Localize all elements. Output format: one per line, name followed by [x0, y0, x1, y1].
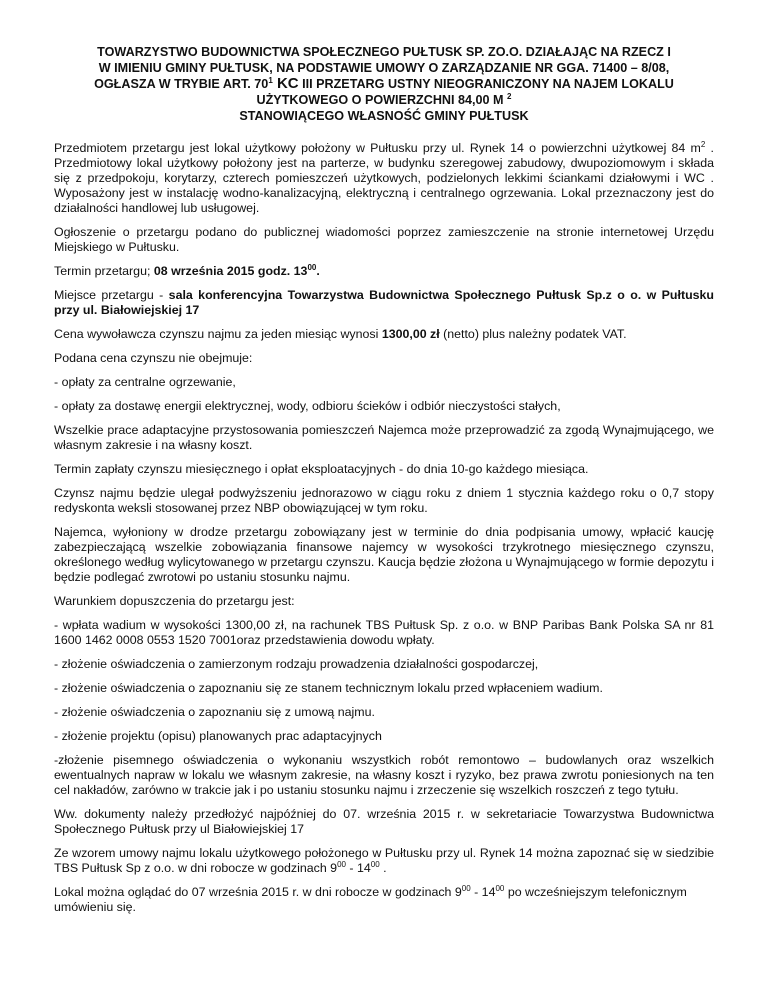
condition-item: - złożenie oświadczenia o zapoznaniu się z umową najmu. [54, 705, 375, 719]
auction-date: Termin przetargu; 08 września 2015 godz. $13^{00}$. [54, 263, 320, 278]
auction-location: Miejsce przetargu - sala konferencyjna Towarzystwa Budownictwa Społecznego Pułtusk Sp.z o o. w Pułtusku przy ul. Białowiejskiej 17 [54, 288, 714, 317]
condition-item: - złożenie projektu (opisu) planowanych prac adaptacyjnych [54, 729, 382, 743]
title-line-1: TOWARZYSTWO BUDOWNICTWA SPOŁECZNEGO PUŁTUSK SP. ZO.O. DZIAŁAJĄC NA RZECZ I [97, 45, 671, 59]
condition-item: - wpłata wadium w wysokości 1300,00 zł, na rachunek TBS Pułtusk Sp. z o.o. w BNP Paribas Bank Polska SA nr 81 1600 1462 0008 0553 1520 7001oraz przedstawienia dowodu wpłaty. [54, 618, 714, 647]
adaptation-works: Wszelkie prace adaptacyjne przystosowania pomieszczeń Najemca może przeprowadzić za zgodą Wynajmującego, we własnym zakresie i na własny koszt. [54, 423, 714, 452]
payment-deadline: Termin zapłaty czynszu miesięcznego i opłat eksploatacyjnych - do dnia 10-go każdego miesiąca. [54, 462, 589, 476]
title-line-3: OGŁASZA W TRYBIE ART. $70^1$ KC III PRZETARG USTNY NIEOGRANICZONY NA NAJEM LOKALU [94, 75, 674, 92]
condition-item: - złożenie oświadczenia o zamierzonym rodzaju prowadzenia działalności gospodarczej, [54, 657, 539, 671]
exclusion-item: - opłaty za dostawę energii elektrycznej, wody, odbioru ścieków i odbiór nieczystości stałych, [54, 399, 561, 413]
viewing-info: Lokal można oglądać do 07 września 2015 r. w dni robocze w godzinach $9^{00} - 14^{00}$ po wcześniejszym telefonicznym umówieniu się. [54, 884, 687, 914]
exclusion-item: - opłaty za centralne ogrzewanie, [54, 375, 236, 389]
title-line-5: STANOWIĄCEGO WŁASNOŚĆ GMINY PUŁTUSK [239, 109, 529, 123]
rent-increase: Czynsz najmu będzie ulegał podwyższeniu jednorazowo w ciągu roku z dniem 1 stycznia każdego roku o 0,7 stopy redyskonta weksli stosowanej przez NBP obowiązującej w tym roku. [54, 486, 714, 515]
documents-deadline: Ww. dokumenty należy przedłożyć najpóźniej do 07. września 2015 r. w sekretariacie Towarzystwa Budownictwa Społecznego Pułtusk przy ul Białowiejskiej 17 [54, 807, 714, 836]
document-title [54, 44, 714, 124]
conditions-heading: Warunkiem dopuszczenia do przetargu jest: [54, 594, 295, 608]
condition-item: - złożenie oświadczenia o zapoznaniu się ze stanem technicznym lokalu przed wpłaceniem wadium. [54, 681, 603, 695]
price-exclusions-heading: Podana cena czynszu nie obejmuje: [54, 351, 253, 365]
deposit-paragraph: Najemca, wyłoniony w drodze przetargu zobowiązany jest w terminie do dnia podpisania umowy, wpłacić kaucję zabezpieczającą wszelkie zobowiązania finansowe najemcy w wysokości trzykrotnego miesięcznego czynszu, określonego według wylicytowanego w przetargu czynszu. Kaucja będzie złożona u Wynajmującego w formie depozytu i będzie podlegać zwrotowi po ustaniu stosunku najmu. [54, 525, 714, 584]
announcement-paragraph: Ogłoszenie o przetargu podano do publicznej wiadomości poprzez zamieszczenie na stronie internetowej Urzędu Miejskiego w Pułtusku. [54, 225, 714, 254]
subject-paragraph: Przedmiotem przetargu jest lokal użytkowy położony w Pułtusku przy ul. Rynek 14 o powierzchni użytkowej 84 $m^2$ . Przedmiotowy lokal użytkowy położony jest na parterze, w budynku szeregowej zabudowy, dwupoziomowym i składa się z przedpokoju, korytarzy, czterech pomieszczeń użytkowych, podzielonych lekkimi ściankami działowymi i WC . Wyposażony jest w instalację wodno-kanalizacyjną, elektryczną i centralnego ogrzewania. Lokal przeznaczony jest do działalności handlowej lub usługowej. [54, 140, 714, 215]
starting-price: Cena wywoławcza czynszu najmu za jeden miesiąc wynosi 1300,00 zł (netto) plus należny podatek VAT. [54, 327, 627, 341]
condition-item: -złożenie pisemnego oświadczenia o wykonaniu wszystkich robót remontowo – budowlanych oraz wszelkich ewentualnych napraw w lokalu we własnym zakresie, na własny koszt i ryzyko, bez prawa zwrotu poniesionych na ten cel nakładów, zarówno w trakcie jak i po ustaniu stosunku najmu i zrzeczenie się wszelkich roszczeń z tego tytułu. [54, 753, 714, 797]
title-line-2: W IMIENIU GMINY PUŁTUSK, NA PODSTAWIE UMOWY O ZARZĄDZANIE NR GGA. 71400 – 8/08, [98, 61, 670, 75]
contract-template-info: Ze wzorem umowy najmu lokalu użytkowego położonego w Pułtusku przy ul. Rynek 14 można zapoznać się w siedzibie TBS Pułtusk Sp z o.o. w dni robocze w godzinach $9^{00} - 14^{00}$ . [54, 846, 714, 875]
title-line-4: UŻYTKOWEGO O POWIERZCHNI 84,00 M $^2$ [256, 92, 512, 107]
